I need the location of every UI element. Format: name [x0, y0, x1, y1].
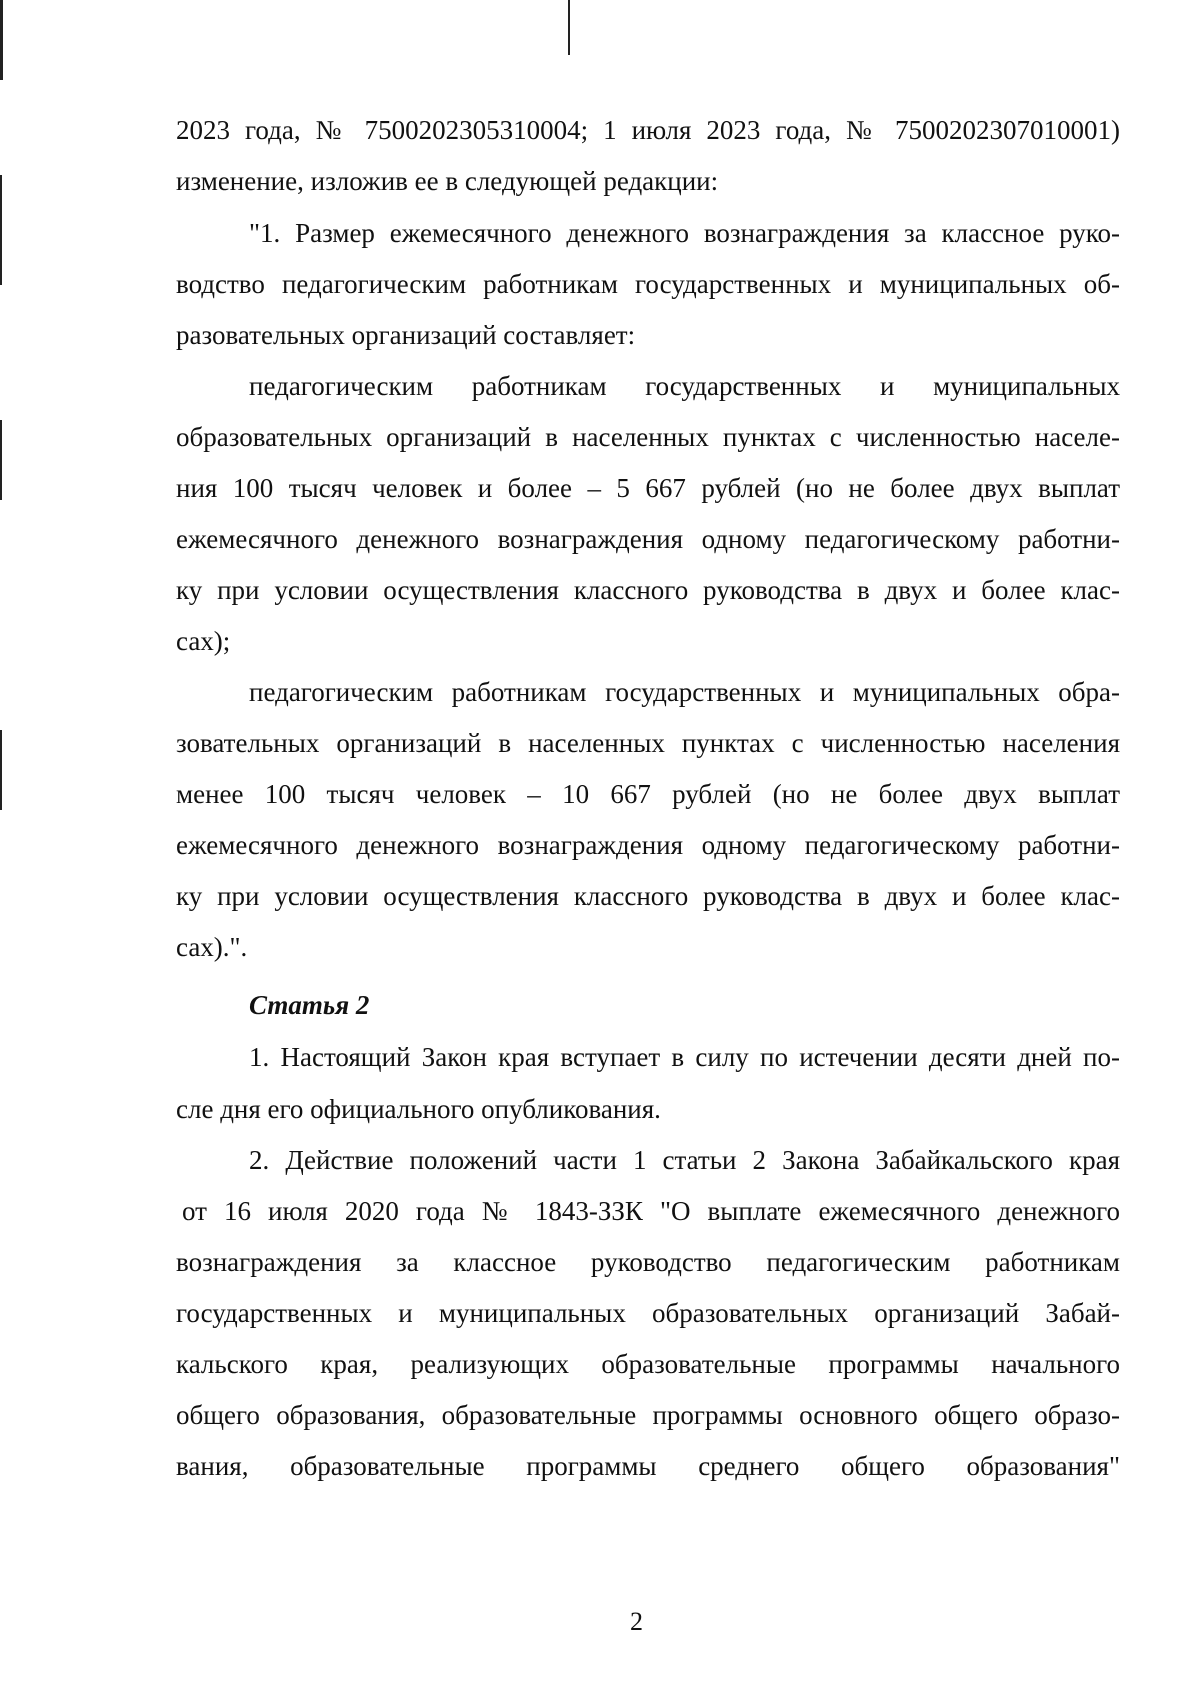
text-line: "1. Размер ежемесячного денежного вознаграждения за классное руко-: [249, 218, 1120, 248]
text-line: образовательных организаций в населенных пунктах с численностью населе-: [176, 422, 1120, 452]
scan-edge-mark: [0, 420, 2, 500]
article-heading: Статья 2: [249, 990, 370, 1020]
scan-edge-mark: [0, 730, 2, 810]
text-line: сах).".: [176, 932, 248, 962]
scan-edge-mark: [0, 0, 3, 80]
text-line: 1. Настоящий Закон края вступает в силу по истечении десяти дней по-: [249, 1042, 1120, 1072]
text-line: ку при условии осуществления классного руководства в двух и более клас-: [176, 881, 1120, 911]
text-line: общего образования, образовательные программы основного общего образо-: [176, 1400, 1120, 1430]
text-line: ния 100 тысяч человек и более – 5 667 рублей (но не более двух выплат: [176, 473, 1120, 503]
text-line: разовательных организаций составляет:: [176, 320, 636, 350]
text-line: ежемесячного денежного вознаграждения одному педагогическому работни-: [176, 830, 1120, 860]
text-line: менее 100 тысяч человек – 10 667 рублей (но не более двух выплат: [176, 779, 1120, 809]
text-line: ку при условии осуществления классного руководства в двух и более клас-: [176, 575, 1120, 605]
text-line: кальского края, реализующих образовательные программы начального: [176, 1349, 1120, 1379]
text-line: зовательных организаций в населенных пунктах с численностью населения: [176, 728, 1120, 758]
scan-edge-mark: [0, 175, 2, 285]
text-line: сле дня его официального опубликования.: [176, 1094, 661, 1124]
text-line: вознаграждения за классное руководство педагогическим работникам: [176, 1247, 1120, 1277]
text-line: государственных и муниципальных образовательных организаций Забай-: [176, 1298, 1120, 1328]
scan-fold-mark: [568, 0, 570, 55]
text-line: водство педагогическим работникам государственных и муниципальных об-: [176, 269, 1120, 299]
text-line: 2. Действие положений части 1 статьи 2 Закона Забайкальского края: [249, 1145, 1120, 1175]
text-line: педагогическим работникам государственных и муниципальных: [249, 371, 1120, 401]
text-line: от 16 июля 2020 года № 1843-ЗЗК "О выплате ежемесячного денежного: [182, 1196, 1120, 1226]
text-line: ежемесячного денежного вознаграждения одному педагогическому работни-: [176, 524, 1120, 554]
text-line: сах);: [176, 626, 231, 656]
text-line: педагогическим работникам государственных и муниципальных обра-: [249, 677, 1120, 707]
page-number: 2: [630, 1607, 643, 1636]
text-line: вания, образовательные программы среднего общего образования": [176, 1451, 1120, 1481]
text-line: 2023 года, № 7500202305310004; 1 июля 2023 года, № 7500202307010001): [176, 115, 1120, 145]
text-line: изменение, изложив ее в следующей редакции:: [176, 166, 719, 196]
